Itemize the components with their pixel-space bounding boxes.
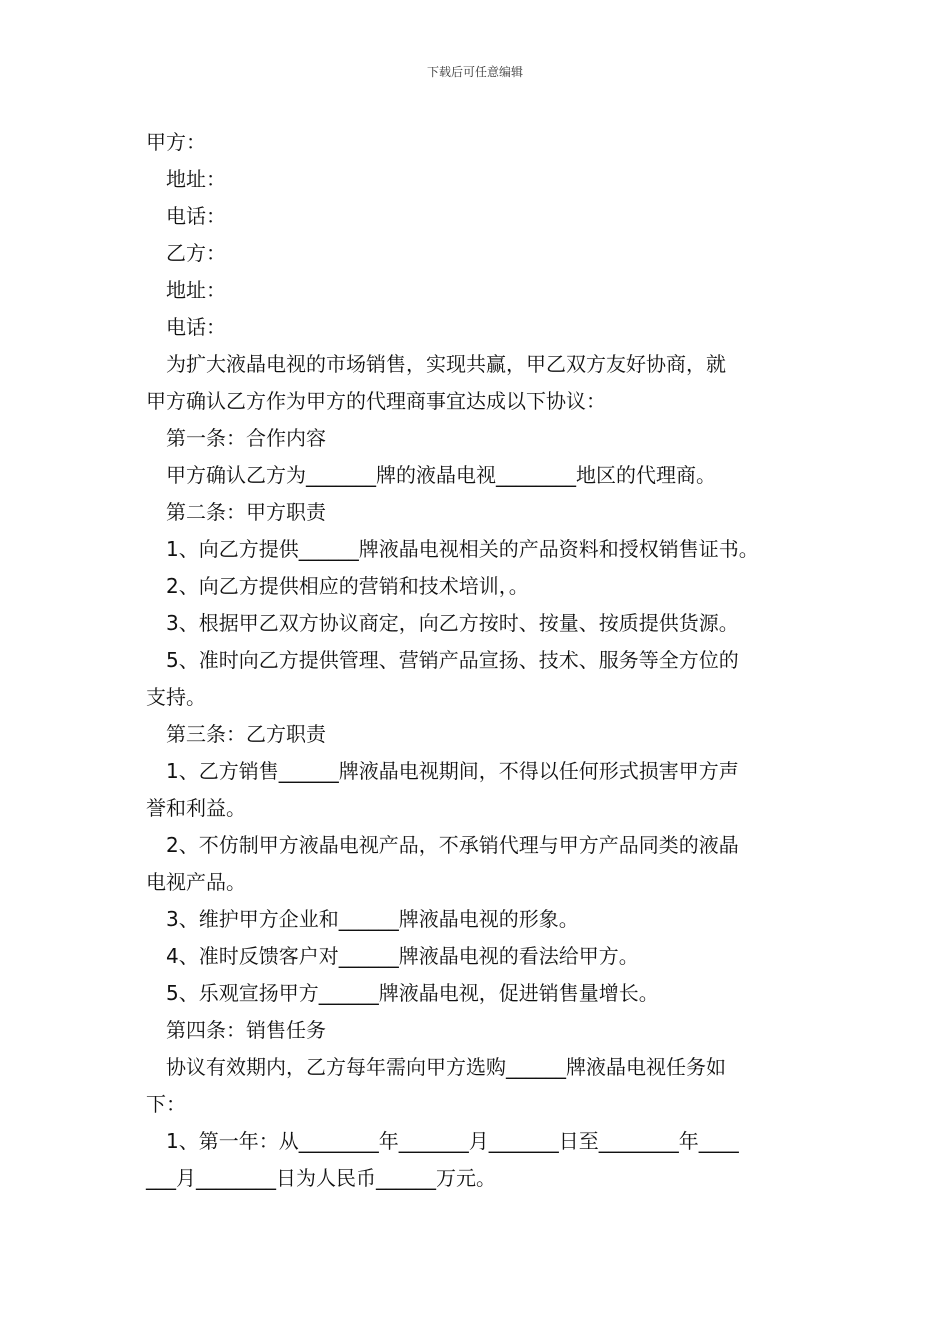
text-line: 甲方确认乙方作为甲方的代理商事宜达成以下协议： xyxy=(146,389,606,413)
text-line: 下： xyxy=(146,1092,186,1116)
text-line: 地址： xyxy=(166,278,226,302)
text-line: 第二条：甲方职责 xyxy=(166,500,326,524)
text-line: 协议有效期内，乙方每年需向甲方选购______牌液晶电视任务如 xyxy=(166,1055,726,1079)
text-line: 电话： xyxy=(166,315,226,339)
text-line: 为扩大液晶电视的市场销售，实现共赢，甲乙双方友好协商，就 xyxy=(166,352,726,376)
text-line: 支持。 xyxy=(146,685,206,709)
text-line: 电视产品。 xyxy=(146,870,246,894)
text-line: 甲方确认乙方为_______牌的液晶电视________地区的代理商。 xyxy=(166,463,716,487)
text-line: 3、维护甲方企业和______牌液晶电视的形象。 xyxy=(166,907,579,931)
text-line: 电话： xyxy=(166,204,226,228)
text-line: 第四条：销售任务 xyxy=(166,1018,326,1042)
text-line: 誉和利益。 xyxy=(146,796,246,820)
text-line: 2、向乙方提供相应的营销和技术培训，。 xyxy=(166,574,529,598)
text-line: 甲方： xyxy=(146,130,206,154)
text-line: 地址： xyxy=(166,167,226,191)
text-line: 第三条：乙方职责 xyxy=(166,722,326,746)
text-line: 3、根据甲乙双方协议商定，向乙方按时、按量、按质提供货源。 xyxy=(166,611,739,635)
text-line: 5、乐观宣扬甲方______牌液晶电视，促进销售量增长。 xyxy=(166,981,659,1005)
text-line: 2、不仿制甲方液晶电视产品，不承销代理与甲方产品同类的液晶 xyxy=(166,833,739,857)
text-line: 1、第一年：从________年_______月_______日至________年____ xyxy=(166,1129,739,1153)
contract-body xyxy=(146,124,810,1197)
text-line: 5、准时向乙方提供管理、营销产品宣扬、技术、服务等全方位的 xyxy=(166,648,739,672)
text-line: 第一条：合作内容 xyxy=(166,426,326,450)
text-line: ___月________日为人民币______万元。 xyxy=(146,1166,496,1190)
text-line: 乙方： xyxy=(166,241,226,265)
text-line: 1、乙方销售______牌液晶电视期间，不得以任何形式损害甲方声 xyxy=(166,759,739,783)
text-line: 4、准时反馈客户对______牌液晶电视的看法给甲方。 xyxy=(166,944,639,968)
page-header: 下载后可任意编辑 xyxy=(426,65,523,79)
text-line: 1、向乙方提供______牌液晶电视相关的产品资料和授权销售证书。 xyxy=(166,537,759,561)
